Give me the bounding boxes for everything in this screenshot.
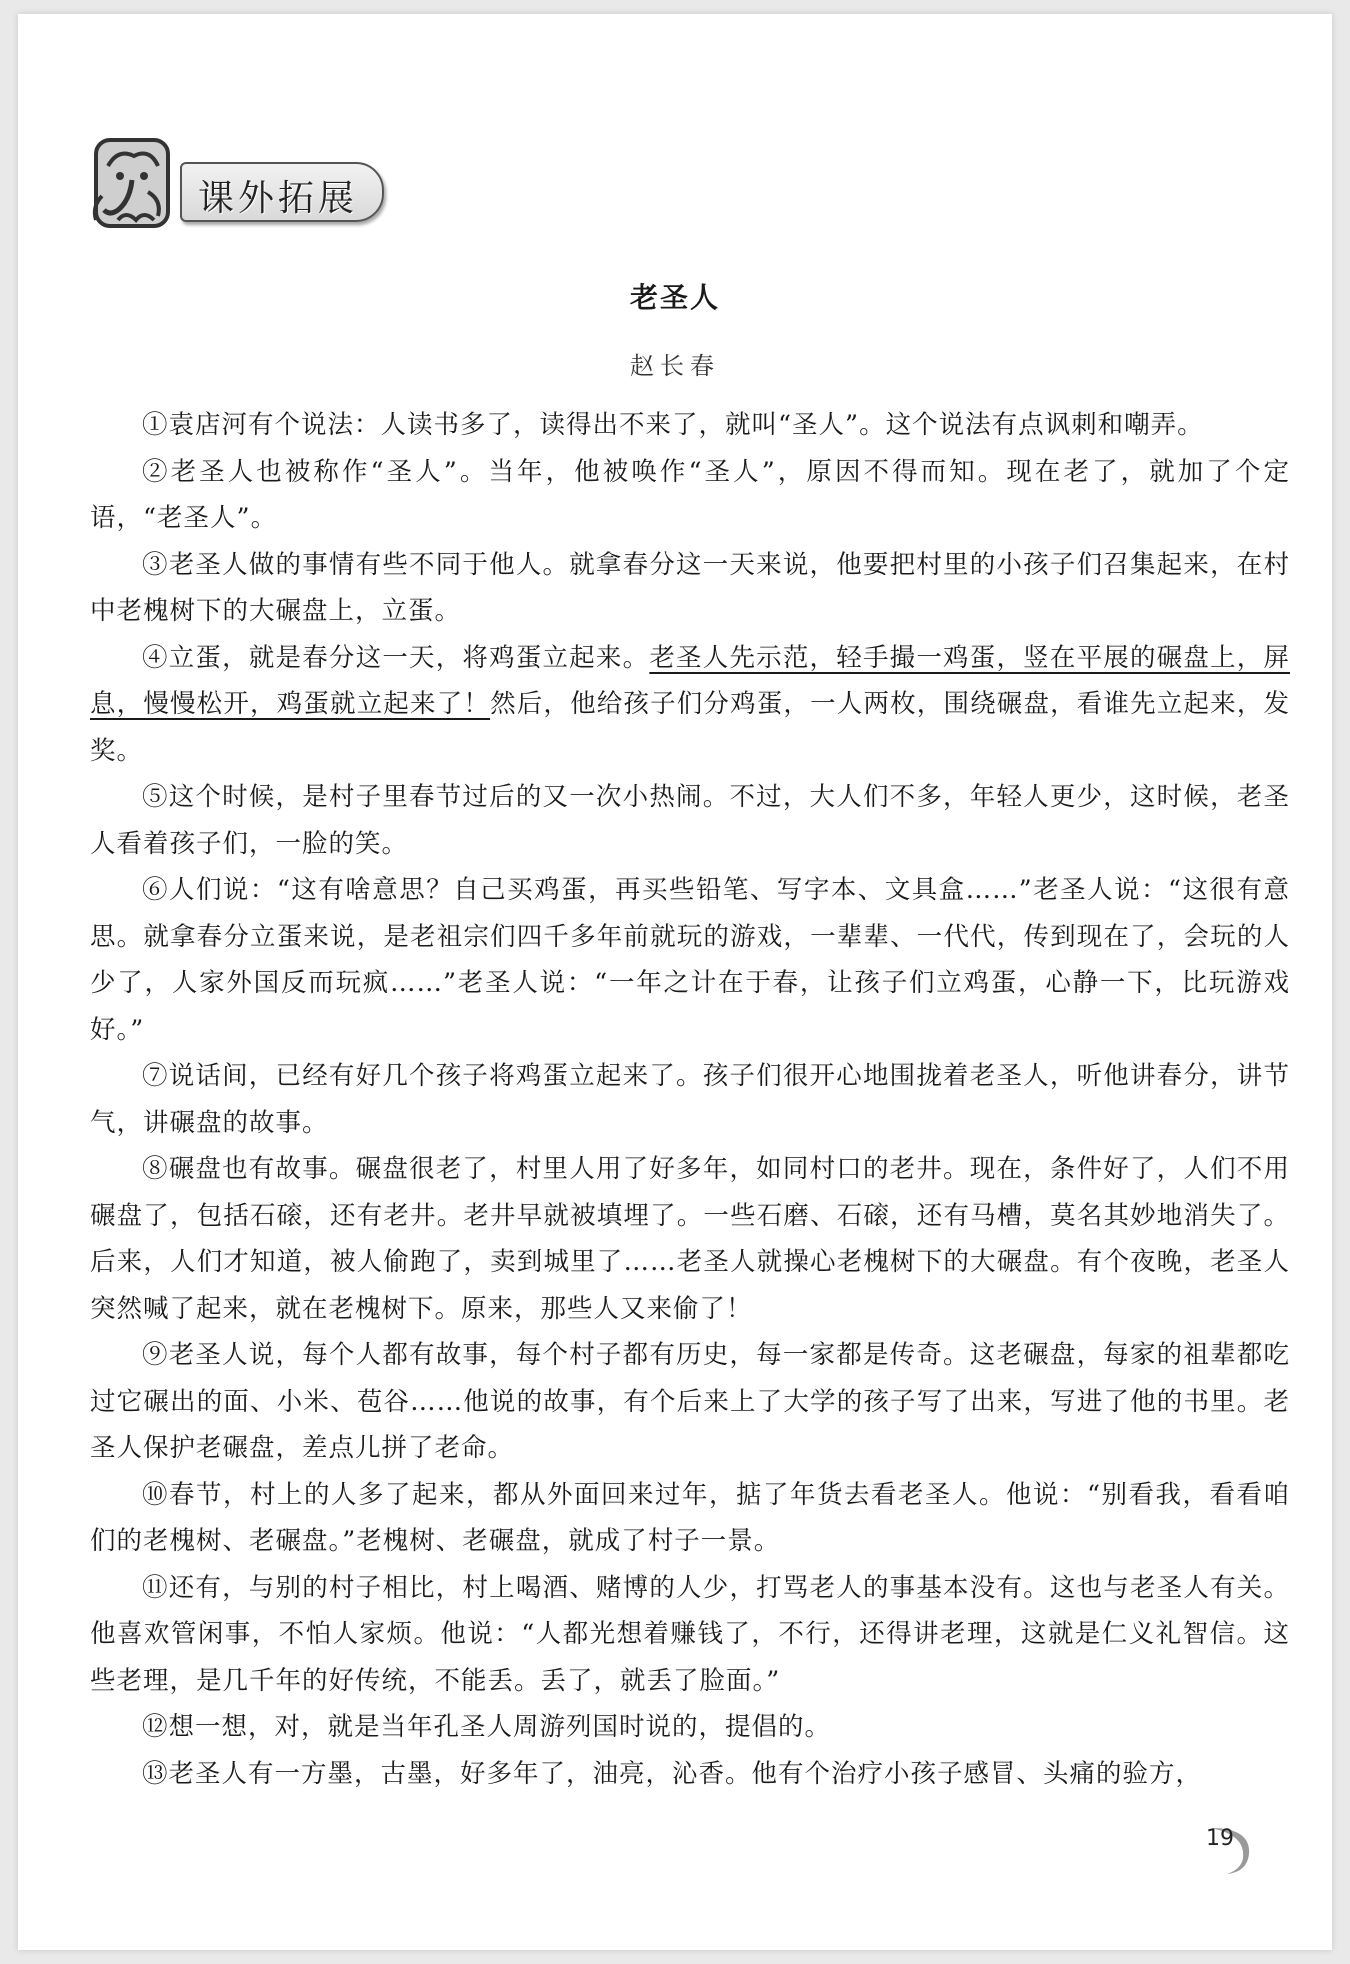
paragraph-3: ③老圣人做的事情有些不同于他人。就拿春分这一天来说，他要把村里的小孩子们召集起来，在村中老槐树下的大碾盘上，立蛋。 — [90, 549, 1290, 626]
book-page — [18, 14, 1332, 1950]
underlined-sentence: 老圣人先示范，轻手撮一鸡蛋，竖在平展的碾盘上，屏息，慢慢松开，鸡蛋就立起来了！ — [90, 642, 1290, 719]
paragraph-8: ⑧碾盘也有故事。碾盘很老了，村里人用了好多年，如同村口的老井。现在，条件好了，人们不用碾盘了，包括石磙，还有老井。老井早就被填埋了。一些石磨、石磙，还有马槽，莫名其妙地消失了。后来，人们才知道，被人偷跑了，卖到城里了……老圣人就操心老槐树下的大碾盘。有个夜晚，老圣人突然喊了起来，就在老槐树下。原来，那些人又来偷了！ — [90, 1154, 1290, 1324]
article-body — [90, 402, 1290, 1797]
paragraph-10: ⑩春节，村上的人多了起来，都从外面回来过年，掂了年货去看老圣人。他说：“别看我，看看咱们的老槐树、老碾盘。”老槐树、老碾盘，就成了村子一景。 — [90, 1479, 1290, 1556]
paragraph-11: ⑪还有，与别的村子相比，村上喝酒、赌博的人少，打骂老人的事基本没有。这也与老圣人有关。他喜欢管闲事，不怕人家烦。他说：“人都光想着赚钱了，不行，还得讲老理，这就是仁义礼智信。这些老理，是几千年的好传统，不能丢。丢了，就丢了脸面。” — [90, 1572, 1290, 1696]
paragraph-4-tail: 然后，他给孩子们分鸡蛋，一人两枚，围绕碾盘，看谁先立起来，发奖。 — [90, 689, 1290, 766]
paragraph-4 — [90, 635, 1290, 775]
page-number: 19 — [1206, 1826, 1234, 1851]
article-author: 赵长春 — [630, 352, 720, 380]
paragraph-1: ①袁店河有个说法：人读书多了，读得出不来了，就叫“圣人”。这个说法有点讽刺和嘲弄。 — [142, 410, 1204, 440]
paragraph-7: ⑦说话间，已经有好几个孩子将鸡蛋立起来了。孩子们很开心地围拢着老圣人，听他讲春分，讲节气，讲碾盘的故事。 — [90, 1061, 1290, 1138]
section-banner — [88, 126, 388, 236]
section-title: 课外拓展 — [198, 178, 359, 219]
article-title: 老圣人 — [629, 281, 720, 314]
paragraph-2: ②老圣人也被称作“圣人”。当年，他被唤作“圣人”，原因不得而知。现在老了，就加了个定语，“老圣人”。 — [90, 456, 1290, 533]
paragraph-12: ⑫想一想，对，就是当年孔圣人周游列国时说的，提倡的。 — [142, 1712, 832, 1742]
paragraph-4-lead: ④立蛋，就是春分这一天，将鸡蛋立起来。 — [142, 642, 650, 673]
paragraph-6: ⑥人们说：“这有啥意思？自己买鸡蛋，再买些铅笔、写字本、文具盒……”老圣人说：“这很有意思。就拿春分立蛋来说，是老祖宗们四千多年前就玩的游戏，一辈辈、一代代，传到现在了，会玩的人少了，人家外国反而玩疯……”老圣人说：“一年之计在于春，让孩子们立鸡蛋，心静一下，比玩游戏好。” — [90, 875, 1290, 1045]
paragraph-5: ⑤这个时候，是村子里春节过后的又一次小热闹。不过，大人们不多，年轻人更少，这时候，老圣人看着孩子们，一脸的笑。 — [90, 782, 1290, 859]
paragraph-9: ⑨老圣人说，每个人都有故事，每个村子都有历史，每一家都是传奇。这老碾盘，每家的祖辈都吃过它碾出的面、小米、苞谷……他说的故事，有个后来上了大学的孩子写了出来，写进了他的书里。老圣人保护老碾盘，差点儿拼了老命。 — [90, 1340, 1290, 1463]
paragraph-13: ⑬老圣人有一方墨，古墨，好多年了，油亮，沁香。他有个治疗小孩子感冒、头痛的验方， — [142, 1758, 1203, 1789]
